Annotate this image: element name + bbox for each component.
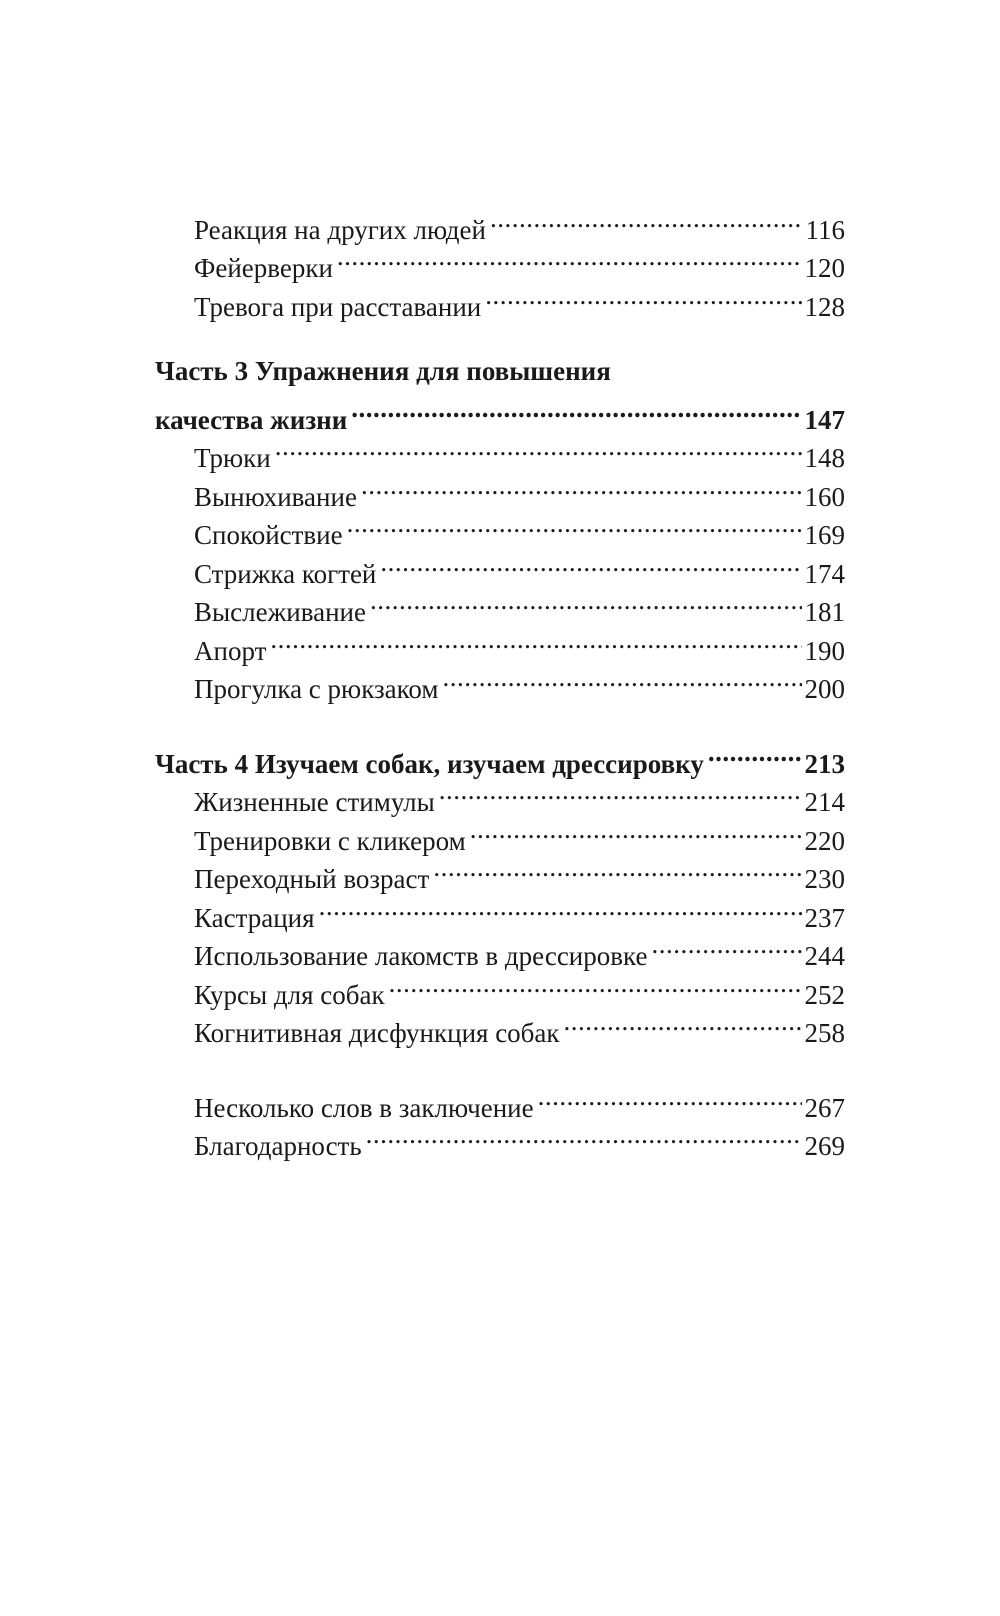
toc-entry-page: 220	[804, 825, 845, 856]
leader-dots	[708, 734, 802, 773]
leader-dots	[490, 200, 803, 239]
toc-entry-title: Стрижка когтей	[194, 558, 377, 589]
toc-entry-title: Курсы для собак	[194, 979, 385, 1010]
toc-entry-page: 148	[804, 443, 845, 473]
toc-entry-page: 160	[804, 481, 845, 512]
toc-entry-page: 169	[804, 520, 845, 550]
part3-heading-line1[interactable]: Часть 3 Упражнения для повышения	[155, 355, 611, 386]
toc-entry-page: 237	[804, 902, 845, 933]
toc-entry-page: 244	[804, 941, 845, 971]
toc-entry-title: Кастрация	[194, 902, 315, 933]
leader-dots	[361, 467, 802, 506]
toc-entry-title: Трюки	[194, 443, 271, 473]
toc-entry-page: 120	[804, 253, 845, 283]
part3-heading-line2: качества жизни	[155, 404, 348, 435]
leader-dots	[389, 965, 802, 1004]
toc-entry-title: Тренировки с кликером	[194, 825, 466, 856]
leader-dots	[433, 850, 801, 889]
toc-entry-title: Апорт	[194, 635, 267, 666]
leader-dots	[485, 277, 801, 316]
table-of-contents	[155, 200, 845, 1161]
leader-dots	[337, 239, 802, 278]
leader-dots	[366, 1117, 802, 1156]
toc-entry-title: Жизненные стимулы	[194, 787, 435, 817]
part3-page: 147	[804, 404, 845, 435]
toc-entry[interactable]	[155, 200, 845, 245]
toc-entry-page: 267	[804, 1092, 845, 1123]
leader-dots	[439, 773, 802, 812]
leader-dots	[319, 888, 802, 927]
toc-entry-title: Несколько слов в заключение	[194, 1092, 534, 1123]
toc-entry-page: 128	[804, 291, 845, 322]
toc-entry-page: 252	[804, 979, 845, 1010]
toc-entry-title: Прогулка с рюкзаком	[194, 674, 439, 704]
toc-entry-title: Тревога при расставании	[194, 291, 482, 322]
leader-dots	[380, 544, 801, 583]
leader-dots	[370, 583, 802, 622]
toc-entry-page: 200	[804, 674, 845, 704]
leader-dots	[538, 1078, 802, 1117]
part3-heading[interactable]	[155, 390, 845, 435]
toc-entry-title: Вынюхивание	[194, 481, 357, 512]
leader-dots	[270, 621, 801, 660]
toc-entry-page: 269	[804, 1131, 845, 1161]
leader-dots	[347, 506, 802, 545]
toc-entry-page: 230	[804, 864, 845, 894]
toc-entry-page: 258	[804, 1018, 845, 1048]
toc-entry-title: Реакция на других людей	[194, 214, 486, 245]
toc-entry-title: Благодарность	[194, 1131, 362, 1161]
toc-entry-title: Использование лакомств в дрессировке	[194, 941, 648, 971]
toc-entry-title: Выслеживание	[194, 597, 366, 627]
toc-entry-page: 181	[804, 597, 845, 627]
part4-page: 213	[804, 748, 845, 779]
leader-dots	[470, 811, 802, 850]
leader-dots	[275, 429, 802, 468]
part4-heading[interactable]	[155, 734, 845, 779]
toc-entry-page: 174	[804, 558, 845, 589]
toc-entry[interactable]	[155, 1078, 845, 1123]
part4-heading-title: Часть 4 Изучаем собак, изучаем дрессировку	[155, 748, 704, 779]
leader-dots	[564, 1004, 802, 1043]
toc-entry-title: Переходный возраст	[194, 864, 430, 894]
toc-entry-title: Когнитивная дисфункция собак	[194, 1018, 560, 1048]
leader-dots	[351, 390, 801, 429]
leader-dots	[651, 927, 801, 966]
toc-entry-page: 116	[805, 214, 845, 245]
leader-dots	[442, 660, 801, 699]
toc-entry-title: Спокойствие	[194, 520, 343, 550]
toc-entry-title: Фейерверки	[194, 253, 333, 283]
toc-entry-page: 190	[804, 635, 845, 666]
toc-entry-page: 214	[804, 787, 845, 817]
